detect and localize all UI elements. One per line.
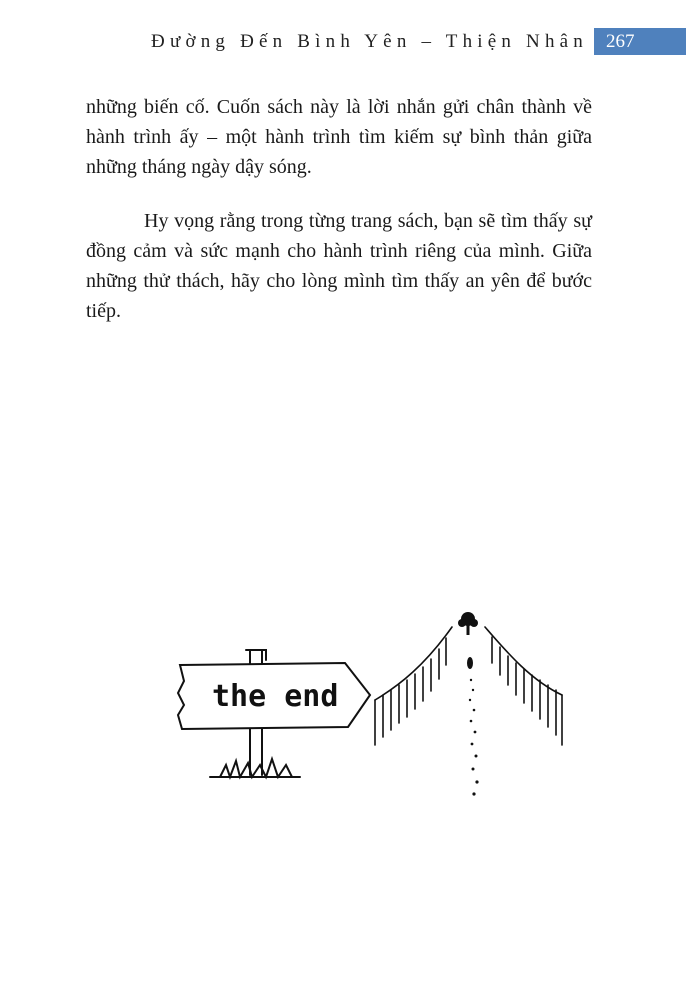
page-number: 267 (594, 28, 686, 55)
paragraph-1: những biến cố. Cuốn sách này là lời nhắn gửi chân thành về hành trình ấy – một hành trình tìm kiếm sự bình thản giữa những tháng ngày dậy sóng. (86, 96, 592, 178)
body-text (86, 92, 592, 326)
road-fences (375, 627, 562, 745)
tree-icon (458, 612, 478, 635)
paragraph-2: Hy vọng rằng trong từng trang sách, bạn sẽ tìm thấy sự đồng cảm và sức mạnh cho hành trình riêng của mình. Giữa những thử thách, hãy cho lòng mình tìm thấy an yên để bước tiếp. (86, 210, 592, 322)
sign-text: the end (212, 679, 339, 714)
walking-figure (467, 657, 479, 796)
running-header-title: Đường Đến Bình Yên – Thiện Nhân (151, 31, 588, 52)
the-end-illustration (170, 605, 590, 805)
